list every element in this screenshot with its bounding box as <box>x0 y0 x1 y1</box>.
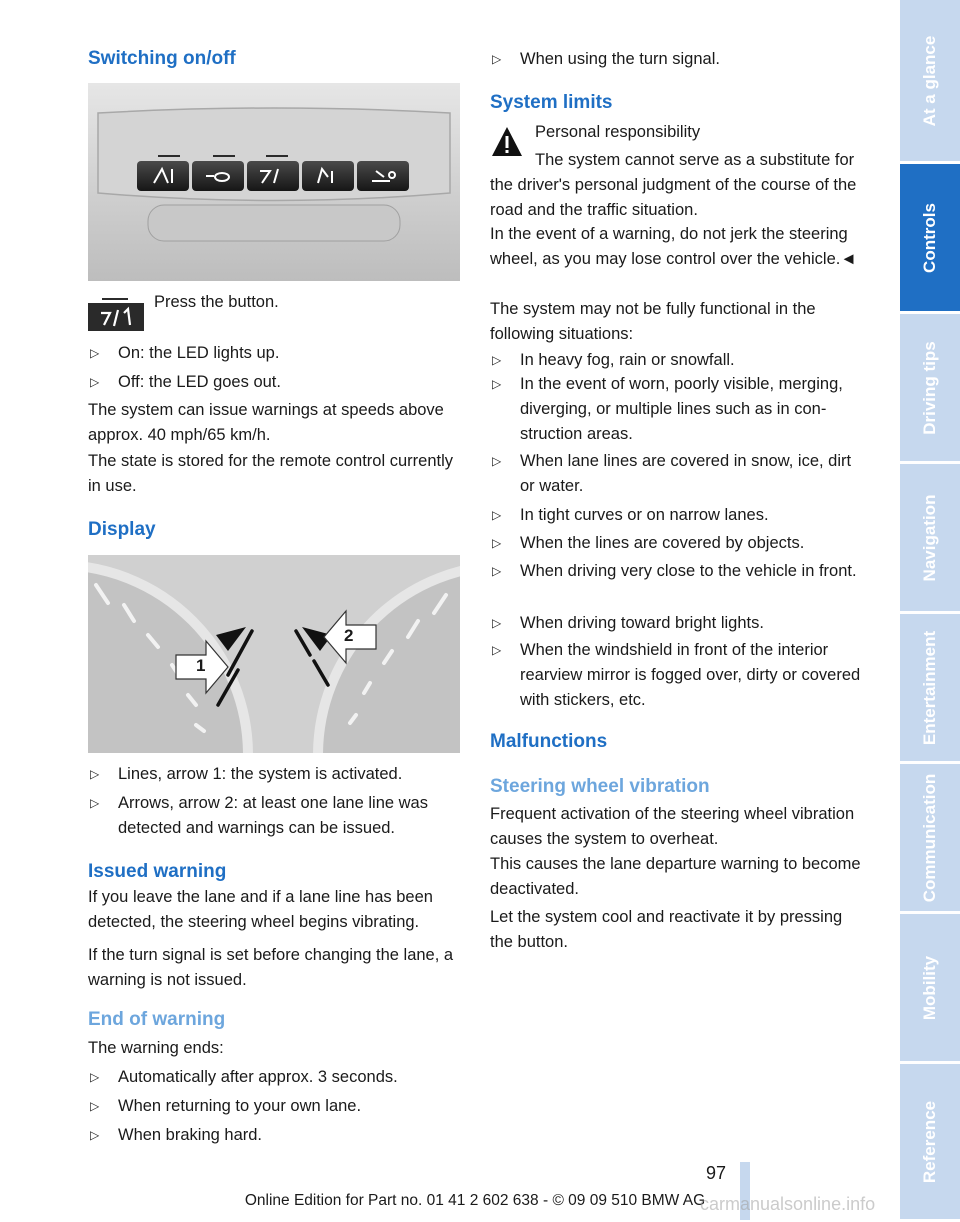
bullet-automatic: ▷ Automatically after approx. 3 seconds. <box>88 1065 462 1090</box>
limit-bullet-worn-lines: ▷ In the event of worn, poorly visible, merging, diverging, or multiple lines such as in construction areas. <box>490 372 862 447</box>
paragraph-frequent-activation: Frequent activation of the steering wheel vibration causes the system to overheat. <box>490 805 855 848</box>
limit-bullet-fog: ▷ In heavy fog, rain or snowfall. <box>490 348 862 373</box>
warning-text-steering: In the event of a warning, do not jerk the steering wheel, as you may lose control over the vehicle.◄ <box>490 225 857 268</box>
lane-departure-button-icon <box>88 295 144 331</box>
sidebar-tab-label: Driving tips <box>920 340 939 435</box>
bullet-turn-signal: ▷ When using the turn signal. <box>490 47 862 72</box>
callout-1: 1 <box>196 656 206 675</box>
sidebar-tab-label: At a glance <box>920 35 939 126</box>
paragraph-state: The state is stored for the remote control currently in use. <box>88 452 453 495</box>
watermark: carmanualsonline.info <box>700 1194 876 1214</box>
sidebar-tab-label: Navigation <box>920 494 939 581</box>
sidebar-tab-communication[interactable] <box>900 764 960 914</box>
bullet-returning: ▷ When returning to your own lane. <box>88 1094 462 1119</box>
heading-steering-wheel-vibration: Steering wheel vibration <box>490 776 710 797</box>
paragraph-deactivated: This causes the lane departure warning to become deactivated. <box>490 855 861 898</box>
button-panel-image <box>88 83 460 281</box>
heading-issued-warning: Issued warning <box>88 861 227 882</box>
instrument-cluster-illustration <box>88 555 460 753</box>
warning-title: Personal responsibility <box>535 123 701 141</box>
heading-switching-on-off: Switching on/off <box>88 48 236 69</box>
heading-system-limits: System limits <box>490 92 613 113</box>
sidebar-tab-label: Communication <box>920 773 939 902</box>
sidebar-tab-mobility[interactable] <box>900 914 960 1064</box>
limit-bullet-covered: ▷ When lane lines are covered in snow, ice, dirt or water. <box>490 449 862 499</box>
bullet-arrows: ▷ Arrows, arrow 2: at least one lane line was detected and warnings can be issued. <box>88 791 462 841</box>
instrument-display-image <box>88 555 460 753</box>
limit-bullet-windshield: ▷ When the windshield in front of the interior rearview mirror is fogged over, dirty or covered with stickers, etc. <box>490 638 862 713</box>
limit-bullet-bright-lights: ▷ When driving toward bright lights. <box>490 611 862 636</box>
sidebar-tab-controls[interactable] <box>900 164 960 314</box>
paragraph-warning-ends: The warning ends: <box>88 1039 224 1057</box>
paragraph-speed: The system can issue warnings at speeds above approx. 40 mph/65 km/h. <box>88 401 444 444</box>
sidebar-tab-driving-tips[interactable] <box>900 314 960 464</box>
heading-display: Display <box>88 519 156 540</box>
paragraph-cool-reactivate: Let the system cool and reactivate it by pressing the button. <box>490 908 843 951</box>
bullet-off: ▷ Off: the LED goes out. <box>88 370 462 395</box>
bullet-braking: ▷ When braking hard. <box>88 1123 462 1148</box>
callout-2: 2 <box>344 626 354 645</box>
warning-text-substitute-content: The system cannot serve as a substitute for the driver's personal judgment of the course of the road and the traffic situation. <box>490 151 857 219</box>
sidebar-tab-reference[interactable] <box>900 1064 960 1222</box>
sidebar-tab-entertainment[interactable] <box>900 614 960 764</box>
sidebar-tab-at-a-glance[interactable] <box>900 0 960 164</box>
sidebar-tab-label: Controls <box>920 202 939 273</box>
limit-bullet-close-vehicle: ▷ When driving very close to the vehicle in front. <box>490 559 862 584</box>
bullet-on: ▷ On: the LED lights up. <box>88 341 462 366</box>
paragraph-not-fully-functional: The system may not be fully functional in the following situations: <box>490 300 816 343</box>
heading-malfunctions: Malfunctions <box>490 731 608 752</box>
footer-edition-text: Online Edition for Part no. 01 41 2 602 638 - © 09 09 510 BMW AG <box>244 1192 706 1209</box>
limit-bullet-curves: ▷ In tight curves or on narrow lanes. <box>490 503 862 528</box>
page-number: 97 <box>706 1163 727 1183</box>
warning-text-substitute <box>490 148 862 223</box>
chapter-sidebar <box>900 0 960 1222</box>
heading-end-of-warning: End of warning <box>88 1009 226 1030</box>
bullet-lines: ▷ Lines, arrow 1: the system is activated. <box>88 762 462 787</box>
button-panel-illustration <box>88 83 460 281</box>
sidebar-tab-label: Entertainment <box>920 630 939 745</box>
paragraph-leave-lane: If you leave the lane and if a lane line has been detected, the steering wheel begins vibrating. <box>88 888 433 931</box>
sidebar-tab-label: Mobility <box>920 955 939 1020</box>
sidebar-tab-label: Reference <box>920 1100 939 1183</box>
paragraph-turn-signal: If the turn signal is set before changing the lane, a warning is not issued. <box>88 946 454 989</box>
limit-bullet-objects: ▷ When the lines are covered by objects. <box>490 531 862 556</box>
press-button-text: Press the button. <box>154 293 279 311</box>
sidebar-tab-navigation[interactable] <box>900 464 960 614</box>
